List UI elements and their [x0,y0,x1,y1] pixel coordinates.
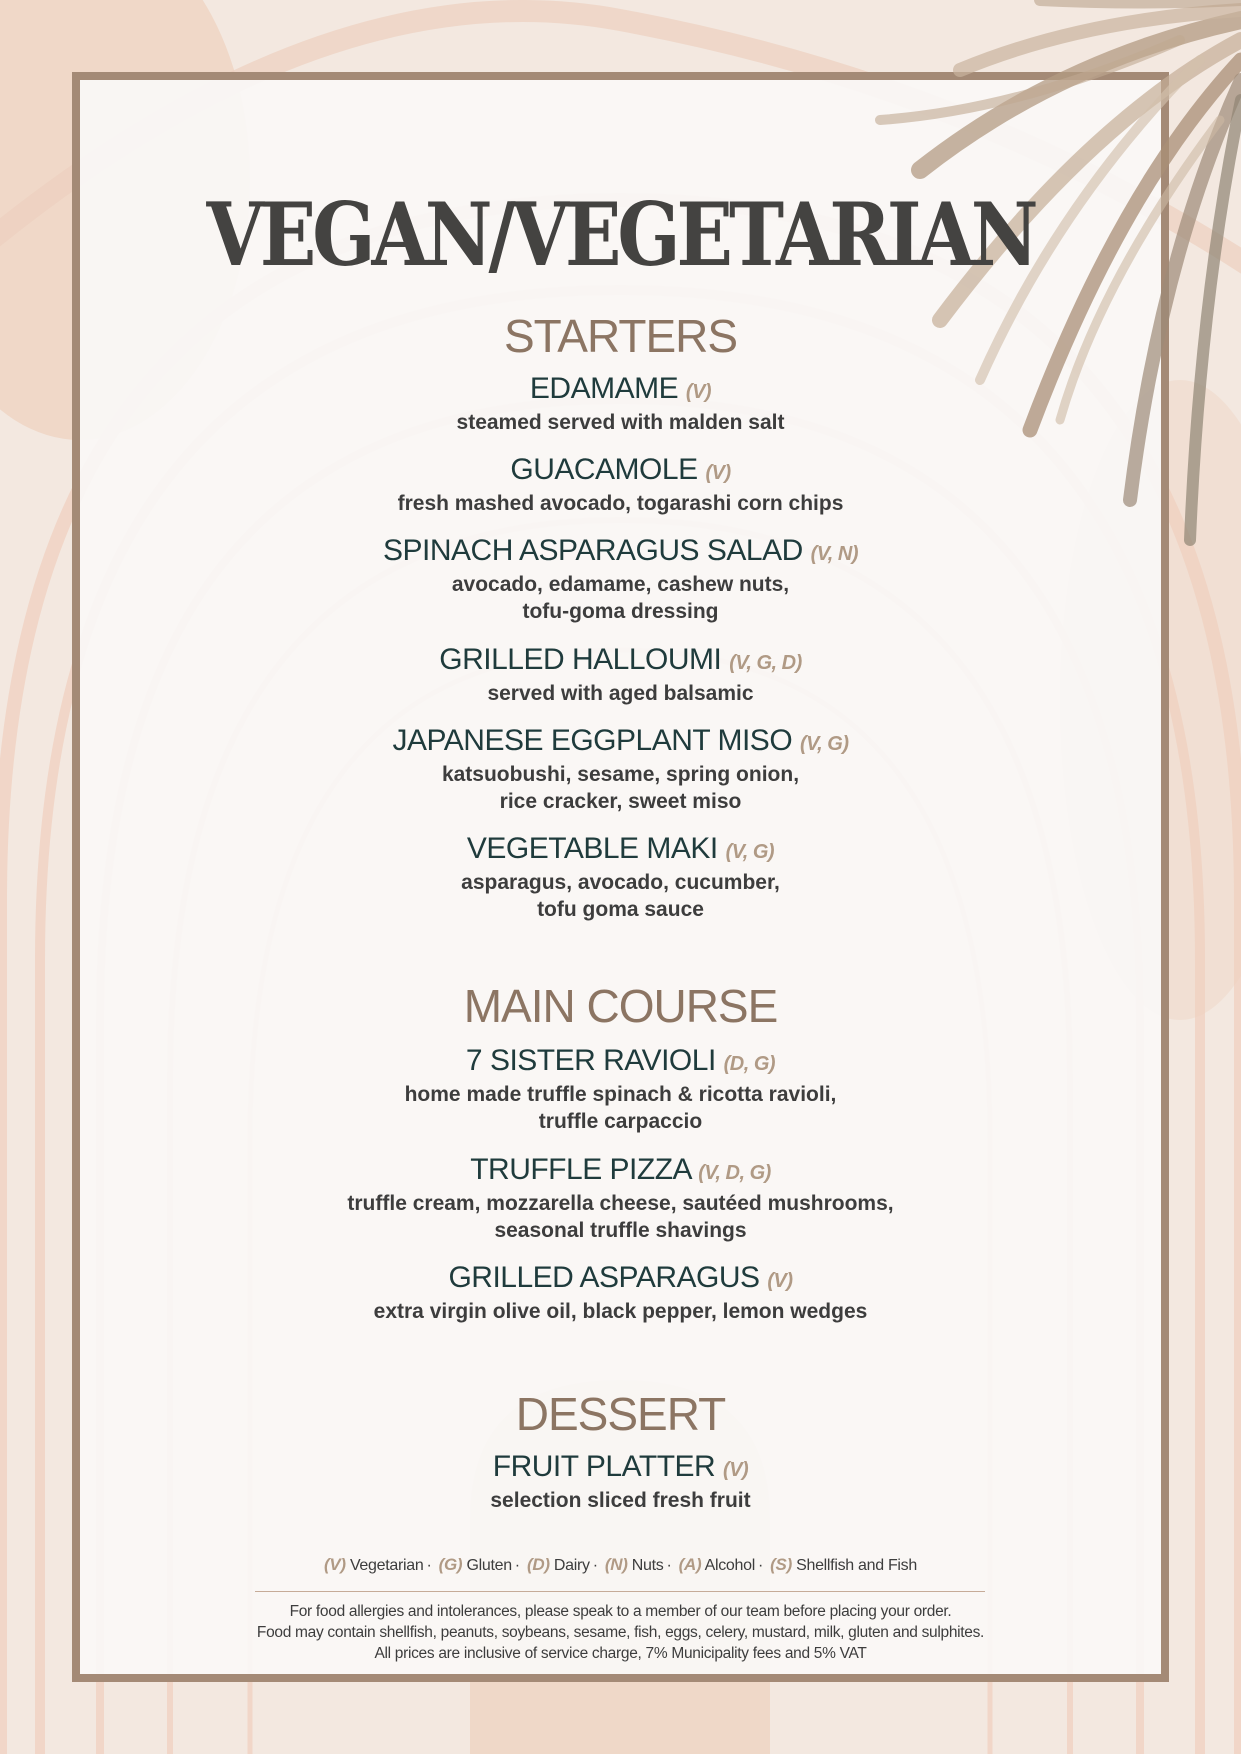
legend-separator: · [426,1557,432,1574]
item-tags: (V) [685,381,712,403]
legend-code: (N) [604,1555,628,1574]
item-description: rice cracker, sweet miso [499,790,742,813]
item-name-text: SPINACH ASPARAGUS SALAD [383,534,803,567]
section-heading-starters: STARTERS [503,310,738,362]
item-tags: (V, G, D) [729,652,802,674]
item-name-text: VEGETABLE MAKI [466,832,718,865]
dietary-legend [80,1555,1161,1575]
menu-item [80,1450,1161,1514]
legend-code: (G) [438,1555,463,1574]
menu-item [80,1044,1161,1135]
legend-code: (V) [324,1555,346,1574]
item-name-text: TRUFFLE PIZZA [470,1153,691,1186]
item-tags: (D, G) [723,1053,776,1075]
menu-item [80,832,1161,923]
item-description: tofu goma sauce [537,898,704,921]
note-line: All prices are inclusive of service charge, 7% Municipality fees and 5% VAT [374,1645,867,1662]
item-name [80,1044,1161,1081]
item-description: truffle cream, mozzarella cheese, sautéed mushrooms, [347,1192,894,1215]
item-name [80,372,1161,409]
item-description: home made truffle spinach & ricotta ravioli, [404,1083,837,1106]
menu-item [80,534,1161,625]
item-description: selection sliced fresh fruit [490,1489,751,1512]
divider [255,1591,985,1592]
section-heading-dessert: DESSERT [515,1388,726,1440]
item-name [80,1153,1161,1190]
item-name [80,453,1161,490]
item-name-text: JAPANESE EGGPLANT MISO [392,724,793,757]
legend-label: Alcohol [704,1557,755,1574]
menu-item [80,643,1161,707]
allergy-notes [80,1601,1161,1664]
item-tags: (V, G) [800,733,849,755]
legend-label: Nuts [631,1557,664,1574]
menu-item [80,1153,1161,1244]
item-name [80,724,1161,761]
note-line: Food may contain shellfish, peanuts, soybeans, sesame, fish, eggs, celery, mustard, milk, gluten and sulphites. [256,1624,985,1641]
legend-label: Shellfish and Fish [796,1557,917,1574]
legend-label: Dairy [553,1557,590,1574]
item-description: avocado, edamame, cashew nuts, [451,573,790,596]
legend-separator: · [757,1557,764,1574]
legend-label: Vegetarian [349,1557,424,1574]
item-tags: (V) [767,1270,793,1292]
menu-item [80,372,1161,436]
item-description: seasonal truffle shavings [494,1219,747,1242]
item-description: steamed served with malden salt [456,411,785,434]
menu-title: VEGAN/VEGETARIAN [206,184,1035,287]
menu-item [80,724,1161,815]
section-heading-main-course: MAIN COURSE [463,980,778,1032]
item-description: served with aged balsamic [487,682,754,705]
legend-code: (S) [770,1555,792,1574]
item-tags: (V, N) [810,543,858,565]
item-tags: (V) [705,462,731,484]
item-name [80,534,1161,571]
note-line: For food allergies and intolerances, please speak to a member of our team before placing your order. [289,1603,952,1620]
item-name [80,1450,1161,1487]
item-name-text: GRILLED HALLOUMI [439,643,722,676]
item-tags: (V) [723,1459,749,1481]
item-description: extra virgin olive oil, black pepper, lemon wedges [373,1300,868,1323]
legend-code: (D) [526,1555,550,1574]
legend-separator: · [666,1557,672,1574]
item-name [80,1261,1161,1298]
menu-item [80,1261,1161,1325]
item-name-text: GUACAMOLE [510,453,698,486]
legend-separator: · [592,1557,598,1574]
item-name-text: GRILLED ASPARAGUS [448,1261,760,1294]
item-tags: (V, G) [725,841,775,863]
item-description: tofu-goma dressing [522,600,719,623]
item-tags: (V, D, G) [698,1162,771,1184]
item-description: katsuobushi, sesame, spring onion, [441,763,800,786]
item-description: fresh mashed avocado, togarashi corn chips [397,492,844,515]
menu-item [80,453,1161,517]
legend-separator: · [514,1557,520,1574]
item-name [80,832,1161,869]
item-name-text: 7 SISTER RAVIOLI [465,1044,716,1077]
item-name [80,643,1161,680]
legend-label: Gluten [466,1557,512,1574]
item-name-text: FRUIT PLATTER [492,1450,716,1483]
legend-code: (A) [678,1555,702,1574]
item-name-text: EDAMAME [529,372,679,405]
item-description: truffle carpaccio [538,1110,703,1133]
item-description: asparagus, avocado, cucumber, [461,871,780,894]
